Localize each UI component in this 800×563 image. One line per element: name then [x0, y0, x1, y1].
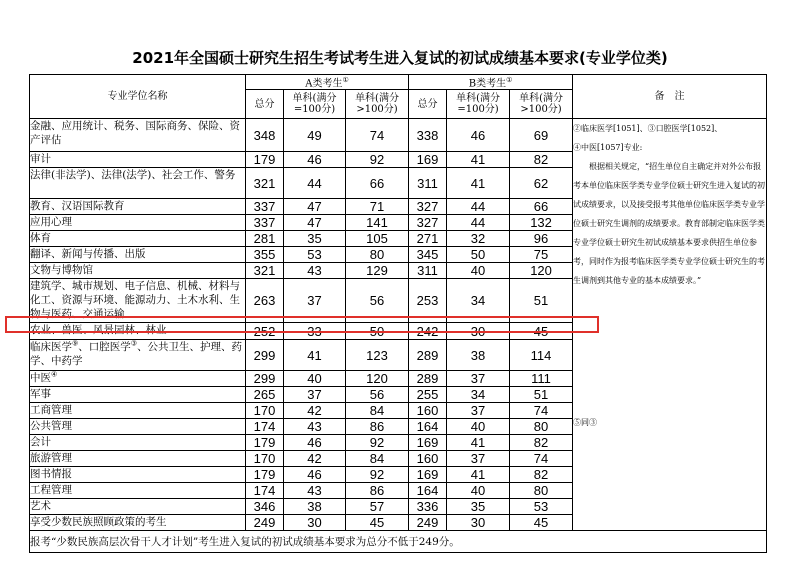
header-a-total: 总分	[246, 90, 284, 119]
header-b-group: B类考生①	[409, 75, 573, 90]
score-a-total: 348	[246, 119, 284, 152]
score-b-s1: 44	[447, 215, 510, 231]
score-a-s2: 84	[346, 403, 409, 419]
score-a-s1: 49	[284, 119, 346, 152]
score-a-s2: 141	[346, 215, 409, 231]
score-b-s2: 120	[510, 263, 573, 279]
score-b-s1: 34	[447, 387, 510, 403]
major-name: 中医④	[30, 371, 246, 387]
remark-cell	[573, 119, 767, 531]
score-b-total: 336	[409, 499, 447, 515]
score-table	[29, 74, 767, 553]
table-row	[30, 119, 767, 152]
score-a-total: 263	[246, 279, 284, 323]
footer-row	[30, 531, 767, 553]
score-b-total: 253	[409, 279, 447, 323]
score-b-s1: 40	[447, 419, 510, 435]
score-a-total: 179	[246, 467, 284, 483]
remark-note-line2: ④中医[1057]专业:	[573, 143, 643, 153]
score-a-total: 299	[246, 371, 284, 387]
score-b-total: 242	[409, 323, 447, 340]
score-a-s1: 53	[284, 247, 346, 263]
score-a-s2: 80	[346, 247, 409, 263]
score-b-total: 311	[409, 168, 447, 199]
score-b-s2: 82	[510, 152, 573, 168]
score-a-s1: 47	[284, 215, 346, 231]
score-b-total: 169	[409, 152, 447, 168]
score-a-s1: 37	[284, 387, 346, 403]
major-name: 应用心理	[30, 215, 246, 231]
score-a-s1: 46	[284, 435, 346, 451]
score-a-total: 337	[246, 199, 284, 215]
score-b-total: 164	[409, 419, 447, 435]
score-a-total: 174	[246, 419, 284, 435]
score-b-total: 345	[409, 247, 447, 263]
score-a-s1: 33	[284, 323, 346, 340]
score-b-s1: 50	[447, 247, 510, 263]
score-a-s2: 92	[346, 467, 409, 483]
header-a-single-100: 单科(满分=100分)	[284, 90, 346, 119]
score-b-total: 164	[409, 483, 447, 499]
major-name: 工商管理	[30, 403, 246, 419]
score-a-s1: 42	[284, 451, 346, 467]
score-a-total: 355	[246, 247, 284, 263]
score-b-s1: 35	[447, 499, 510, 515]
score-a-total: 174	[246, 483, 284, 499]
score-a-total: 281	[246, 231, 284, 247]
score-b-s1: 41	[447, 467, 510, 483]
score-b-s2: 80	[510, 419, 573, 435]
table-body	[30, 119, 767, 553]
score-a-s1: 47	[284, 199, 346, 215]
score-b-s2: 75	[510, 247, 573, 263]
score-b-s1: 32	[447, 231, 510, 247]
score-a-s1: 43	[284, 419, 346, 435]
score-a-s2: 86	[346, 483, 409, 499]
score-a-s1: 30	[284, 515, 346, 531]
score-b-s2: 62	[510, 168, 573, 199]
major-name: 临床医学⑨、口腔医学③、公共卫生、护理、药学、中药学	[30, 340, 246, 371]
page-title: 2021年全国硕士研究生招生考试考生进入复试的初试成绩基本要求(专业学位类)	[132, 49, 668, 67]
major-name: 享受少数民族照顾政策的考生	[30, 515, 246, 531]
score-a-total: 346	[246, 499, 284, 515]
score-a-s1: 40	[284, 371, 346, 387]
score-b-s2: 51	[510, 279, 573, 323]
score-b-s1: 41	[447, 152, 510, 168]
score-a-total: 179	[246, 152, 284, 168]
remark-spacer	[573, 290, 766, 413]
score-b-s2: 45	[510, 323, 573, 340]
major-name: 旅游管理	[30, 451, 246, 467]
score-a-total: 170	[246, 403, 284, 419]
major-name: 文物与博物馆	[30, 263, 246, 279]
score-a-s2: 129	[346, 263, 409, 279]
score-b-s2: 111	[510, 371, 573, 387]
score-a-s2: 71	[346, 199, 409, 215]
score-a-s2: 56	[346, 279, 409, 323]
score-a-s2: 50	[346, 323, 409, 340]
score-b-s2: 114	[510, 340, 573, 371]
major-name: 审计	[30, 152, 246, 168]
score-a-total: 179	[246, 435, 284, 451]
score-b-s1: 40	[447, 483, 510, 499]
score-a-s1: 43	[284, 263, 346, 279]
score-b-total: 160	[409, 403, 447, 419]
score-a-s1: 41	[284, 340, 346, 371]
score-b-total: 338	[409, 119, 447, 152]
score-a-s1: 46	[284, 152, 346, 168]
score-b-total: 169	[409, 467, 447, 483]
score-a-total: 321	[246, 168, 284, 199]
score-a-s1: 44	[284, 168, 346, 199]
score-a-s2: 86	[346, 419, 409, 435]
score-b-total: 311	[409, 263, 447, 279]
major-name: 教育、汉语国际教育	[30, 199, 246, 215]
score-b-total: 160	[409, 451, 447, 467]
score-a-s2: 105	[346, 231, 409, 247]
major-name: 建筑学、城市规划、电子信息、机械、材料与化工、资源与环境、能源动力、土木水利、生物与医药、交通运输	[30, 279, 246, 323]
score-a-s2: 84	[346, 451, 409, 467]
header-b-single-100: 单科(满分=100分)	[447, 90, 510, 119]
score-b-s1: 40	[447, 263, 510, 279]
score-b-s2: 51	[510, 387, 573, 403]
score-b-s2: 132	[510, 215, 573, 231]
score-a-s1: 42	[284, 403, 346, 419]
score-b-s2: 80	[510, 483, 573, 499]
score-b-total: 169	[409, 435, 447, 451]
score-a-s2: 45	[346, 515, 409, 531]
header-a-group: A类考生①	[246, 75, 409, 90]
score-b-s2: 69	[510, 119, 573, 152]
score-a-total: 337	[246, 215, 284, 231]
score-a-s2: 120	[346, 371, 409, 387]
score-b-s1: 34	[447, 279, 510, 323]
remark-note-body: 根据相关规定，“招生单位自主确定并对外公布报考本单位临床医学类专业学位硕士研究生进入复试的初试成绩要求，以及接受报考其他单位临床医学类专业学位硕士研究生调剂的成绩要求。教育部制定临床医学类专业学位硕士研究生初试成绩基本要求供招生单位参考，同时作为报考临床医学类专业学位硕士研究生的考生调剂到其他专业的基本成绩要求。”	[573, 162, 766, 286]
header-a-single-gt100: 单科(满分>100分)	[346, 90, 409, 119]
score-a-total: 321	[246, 263, 284, 279]
score-b-s2: 96	[510, 231, 573, 247]
score-a-s2: 92	[346, 152, 409, 168]
major-name: 工程管理	[30, 483, 246, 499]
score-a-s2: 57	[346, 499, 409, 515]
score-a-s1: 38	[284, 499, 346, 515]
header-b-total: 总分	[409, 90, 447, 119]
score-b-s1: 30	[447, 323, 510, 340]
score-b-s1: 37	[447, 451, 510, 467]
score-a-s2: 66	[346, 168, 409, 199]
score-b-s1: 41	[447, 435, 510, 451]
major-name: 法律(非法学)、法律(法学)、社会工作、警务	[30, 168, 246, 199]
score-a-s2: 74	[346, 119, 409, 152]
header-category: 专业学位名称	[30, 75, 246, 119]
score-b-s1: 46	[447, 119, 510, 152]
footer-note: 报考“少数民族高层次骨干人才计划”考生进入复试的初试成绩基本要求为总分不低于249分。	[30, 531, 767, 553]
score-b-s1: 30	[447, 515, 510, 531]
score-b-s2: 53	[510, 499, 573, 515]
score-b-s1: 41	[447, 168, 510, 199]
score-b-s2: 45	[510, 515, 573, 531]
score-b-s2: 82	[510, 467, 573, 483]
score-b-s2: 82	[510, 435, 573, 451]
score-a-total: 252	[246, 323, 284, 340]
score-a-s2: 123	[346, 340, 409, 371]
score-a-s2: 56	[346, 387, 409, 403]
major-name: 艺术	[30, 499, 246, 515]
score-b-s2: 66	[510, 199, 573, 215]
score-a-total: 170	[246, 451, 284, 467]
score-b-s2: 74	[510, 403, 573, 419]
score-b-s1: 44	[447, 199, 510, 215]
major-name: 金融、应用统计、税务、国际商务、保险、资产评估	[30, 119, 246, 152]
score-b-total: 255	[409, 387, 447, 403]
header-remark: 备 注	[573, 75, 767, 119]
score-b-s2: 74	[510, 451, 573, 467]
score-a-s1: 46	[284, 467, 346, 483]
score-b-total: 271	[409, 231, 447, 247]
major-name: 会计	[30, 435, 246, 451]
major-name: 翻译、新闻与传播、出版	[30, 247, 246, 263]
score-a-s1: 35	[284, 231, 346, 247]
header-b-single-gt100: 单科(满分>100分)	[510, 90, 573, 119]
score-b-total: 249	[409, 515, 447, 531]
major-name: 农业、兽医、风景园林、林业	[30, 323, 246, 340]
score-a-total: 299	[246, 340, 284, 371]
score-b-total: 289	[409, 340, 447, 371]
score-a-total: 249	[246, 515, 284, 531]
score-b-s1: 37	[447, 403, 510, 419]
major-name: 公共管理	[30, 419, 246, 435]
score-b-total: 327	[409, 215, 447, 231]
major-name: 体育	[30, 231, 246, 247]
score-b-s1: 37	[447, 371, 510, 387]
score-a-s1: 37	[284, 279, 346, 323]
score-b-total: 327	[409, 199, 447, 215]
remark-note-line1: ②临床医学[1051]、③口腔医学[1052]、	[573, 124, 723, 134]
major-name: 图书情报	[30, 467, 246, 483]
major-name: 军事	[30, 387, 246, 403]
score-a-s1: 43	[284, 483, 346, 499]
score-b-total: 289	[409, 371, 447, 387]
remark-note-ref: ⑤同③	[573, 418, 598, 428]
score-b-s1: 38	[447, 340, 510, 371]
score-a-total: 265	[246, 387, 284, 403]
score-a-s2: 92	[346, 435, 409, 451]
